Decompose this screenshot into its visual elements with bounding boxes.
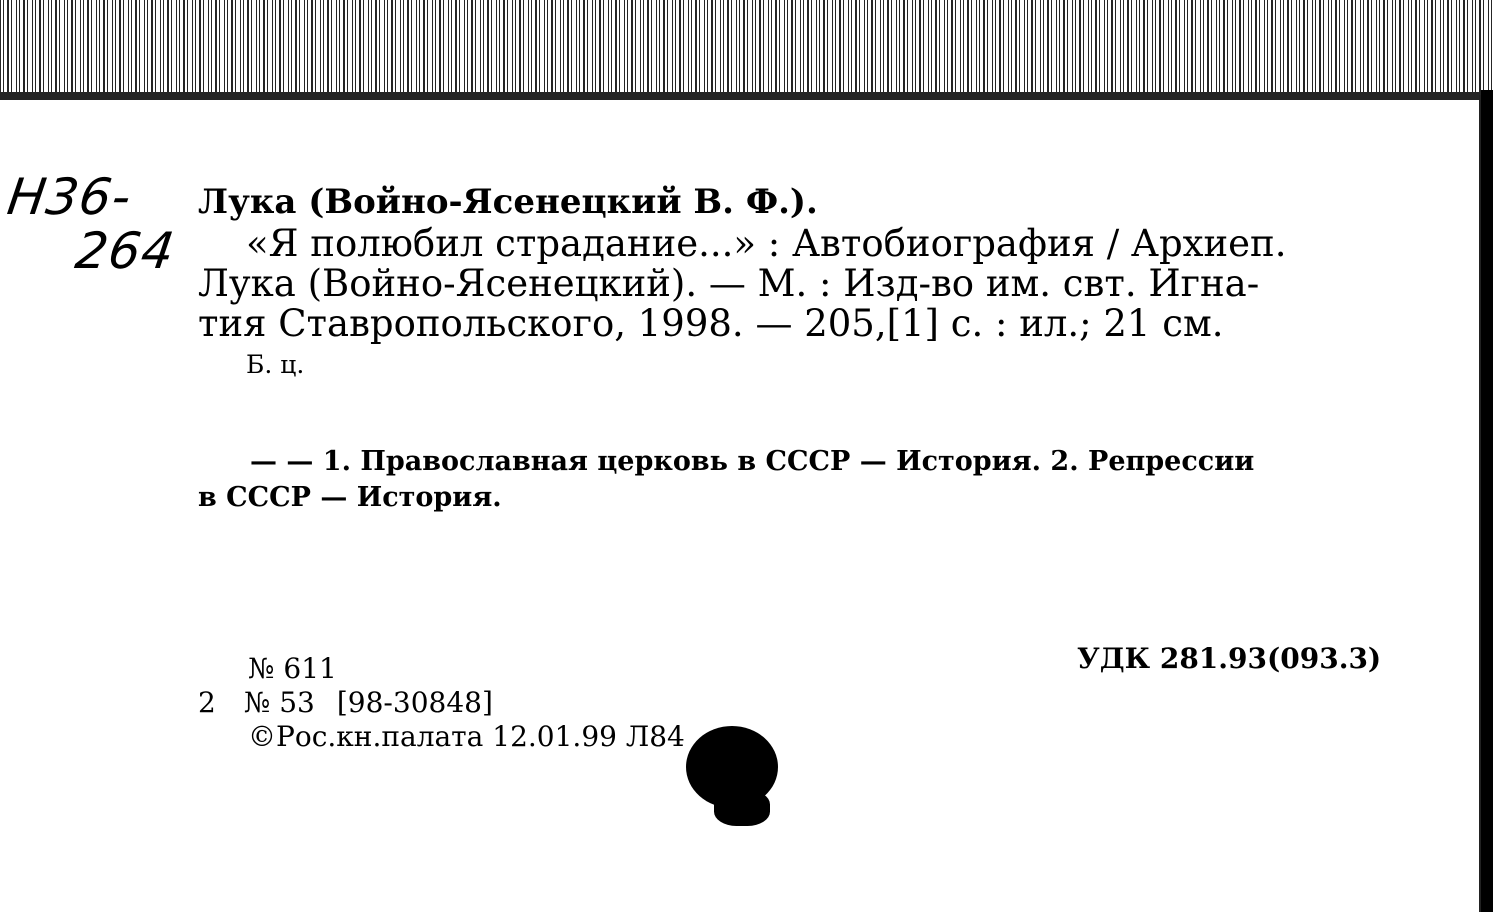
- subject-line-1: — — 1. Православная церковь в СССР — История. 2. Репрессии: [250, 446, 1255, 477]
- price-note: Б. ц.: [246, 350, 305, 379]
- title-line-2: Лука (Войно-Ясенецкий). — М. : Изд-во им. свт. Игна-: [198, 262, 1260, 305]
- registration-row: [198, 686, 493, 719]
- registration-number: № 53: [243, 686, 315, 719]
- udk-code: УДК 281.93(093.3): [1077, 642, 1382, 675]
- title-line-3: тия Ставропольского, 1998. — 205,[1] с. : ил.; 21 см.: [198, 302, 1224, 345]
- call-number-line2: 264: [71, 222, 179, 280]
- copyright-line: ©Рос.кн.палата 12.01.99 Л84: [248, 720, 685, 753]
- card-set-count: 2: [198, 686, 216, 719]
- scan-right-edge: [1481, 90, 1493, 912]
- call-number-line1: Н36-: [3, 168, 136, 226]
- scan-top-band: [0, 0, 1493, 100]
- scan-right-edge-line: [1479, 95, 1481, 912]
- ink-blot-tail: [714, 790, 770, 826]
- title-line-1: «Я полюбил страдание...» : Автобиография / Архиеп.: [246, 222, 1287, 265]
- subject-line-2: в СССР — История.: [198, 482, 502, 513]
- registration-code: [98-30848]: [336, 686, 493, 719]
- card-number: № 611: [248, 652, 337, 685]
- author-heading: Лука (Войно-Ясенецкий В. Ф.).: [198, 182, 818, 222]
